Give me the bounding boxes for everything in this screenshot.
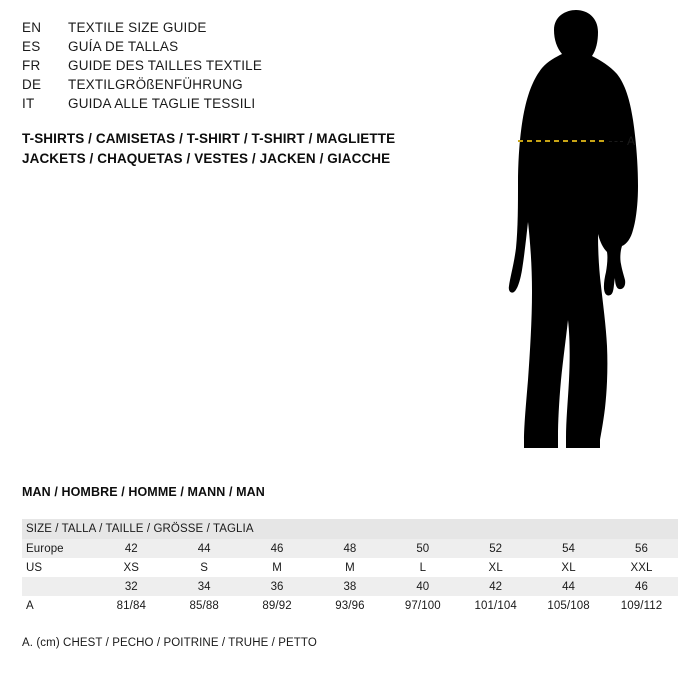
cell: 48 <box>314 539 387 558</box>
table-footnote: A. (cm) CHEST / PECHO / POITRINE / TRUHE / PETTO <box>22 637 317 649</box>
cell: XS <box>95 558 168 577</box>
cell: S <box>168 558 241 577</box>
cell: 44 <box>168 539 241 558</box>
cell: 54 <box>532 539 605 558</box>
row-label: US <box>22 558 95 577</box>
row-label <box>22 577 95 596</box>
language-code: ES <box>22 39 41 54</box>
male-silhouette-figure <box>470 8 670 473</box>
language-row <box>22 18 442 37</box>
table-row <box>22 539 678 558</box>
language-row <box>22 75 442 94</box>
cell: XL <box>459 558 532 577</box>
cell: 97/100 <box>386 596 459 615</box>
cell: 40 <box>386 577 459 596</box>
table-row <box>22 577 678 596</box>
silhouette-icon <box>470 8 670 473</box>
cell: XL <box>532 558 605 577</box>
cell: 85/88 <box>168 596 241 615</box>
cell: 50 <box>386 539 459 558</box>
section-title-man: MAN / HOMBRE / HOMME / MANN / MAN <box>22 485 265 499</box>
cell: 109/112 <box>605 596 678 615</box>
cell: XXL <box>605 558 678 577</box>
cell: 38 <box>314 577 387 596</box>
cell: 36 <box>241 577 314 596</box>
cell: 46 <box>605 577 678 596</box>
cell: 93/96 <box>314 596 387 615</box>
cell: 42 <box>459 577 532 596</box>
row-label: A <box>22 596 95 615</box>
language-title: TEXTILGRÖßENFÜHRUNG <box>68 77 243 92</box>
language-title: GUIDE DES TAILLES TEXTILE <box>68 58 263 73</box>
language-code: EN <box>22 20 42 35</box>
cell: 46 <box>241 539 314 558</box>
cell: 44 <box>532 577 605 596</box>
table-header-row <box>22 519 678 539</box>
cell: L <box>386 558 459 577</box>
cell: M <box>241 558 314 577</box>
size-table-wrapper <box>22 519 678 615</box>
cell: 32 <box>95 577 168 596</box>
language-row <box>22 56 442 75</box>
cell: M <box>314 558 387 577</box>
language-title: GUIDA ALLE TAGLIE TESSILI <box>68 96 256 111</box>
cell: 34 <box>168 577 241 596</box>
cell: 42 <box>95 539 168 558</box>
language-row <box>22 94 442 113</box>
language-code: DE <box>22 77 42 92</box>
garment-categories <box>22 129 462 169</box>
language-code: IT <box>22 96 35 111</box>
row-label: Europe <box>22 539 95 558</box>
size-table <box>22 519 678 615</box>
cell: 89/92 <box>241 596 314 615</box>
cell: 105/108 <box>532 596 605 615</box>
table-row <box>22 558 678 577</box>
language-list <box>22 18 442 113</box>
cell: 52 <box>459 539 532 558</box>
cell: 101/104 <box>459 596 532 615</box>
category-jackets: JACKETS / CHAQUETAS / VESTES / JACKEN / GIACCHE <box>22 151 391 166</box>
cell: 56 <box>605 539 678 558</box>
language-row <box>22 37 442 56</box>
cell: 81/84 <box>95 596 168 615</box>
language-title: GUÍA DE TALLAS <box>68 39 179 54</box>
measure-label-a: A <box>627 134 636 148</box>
category-tshirts: T-SHIRTS / CAMISETAS / T-SHIRT / T-SHIRT / MAGLIETTE <box>22 131 396 146</box>
table-header-label: SIZE / TALLA / TAILLE / GRÖSSE / TAGLIA <box>22 519 678 539</box>
language-code: FR <box>22 58 41 73</box>
table-row <box>22 596 678 615</box>
language-title: TEXTILE SIZE GUIDE <box>68 20 207 35</box>
measure-leader-line <box>609 141 623 142</box>
